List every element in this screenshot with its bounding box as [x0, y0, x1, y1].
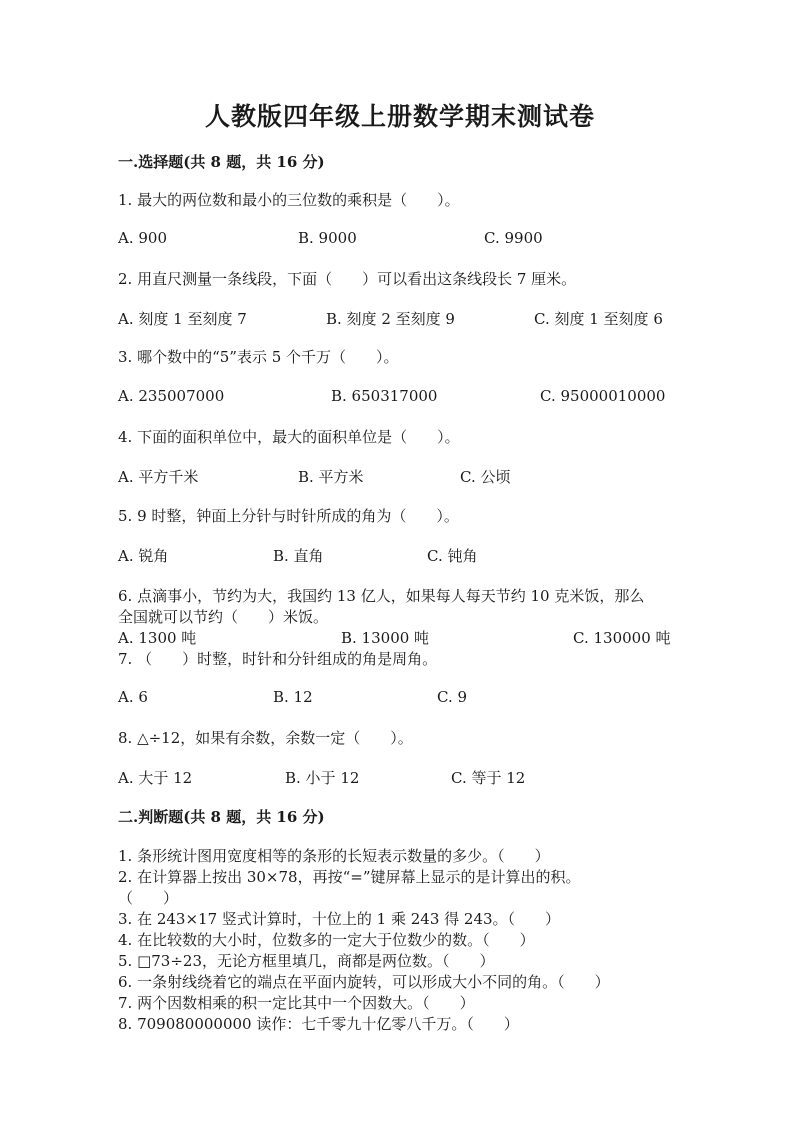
q5-option-a: A. 锐角 [118, 547, 169, 565]
judgment-item-6: 6. 一条射线绕着它的端点在平面内旋转，可以形成大小不同的角。（ ） [118, 973, 610, 991]
q2-option-a: A. 刻度 1 至刻度 7 [118, 310, 247, 328]
question-5: 5. 9 时整，钟面上分针与时针所成的角为（ ）。 [118, 507, 459, 525]
q6-option-c: C. 130000 吨 [573, 629, 671, 647]
question-6: 6. 点滴事小，节约为大，我国约 13 亿人，如果每人每天节约 10 克米饭，那么 [118, 587, 645, 605]
q4-option-a: A. 平方千米 [118, 468, 199, 486]
judgment-item-1: 1. 条形统计图用宽度相等的条形的长短表示数量的多少。（ ） [118, 847, 550, 865]
q4-option-c: C. 公顷 [460, 468, 511, 486]
judgment-item-7: 7. 两个因数相乘的积一定比其中一个因数大。（ ） [118, 994, 475, 1012]
judgment-item-2-bracket: （ ） [118, 889, 179, 907]
q1-option-b: B. 9000 [298, 229, 357, 247]
q3-option-b: B. 650317000 [331, 387, 438, 405]
section-heading-choice: 一.选择题(共 8 题，共 16 分) [118, 153, 325, 171]
q8-option-a: A. 大于 12 [118, 769, 193, 787]
question-4: 4. 下面的面积单位中，最大的面积单位是（ ）。 [118, 428, 460, 446]
q5-option-b: B. 直角 [273, 547, 324, 565]
q4-option-b: B. 平方米 [298, 468, 364, 486]
judgment-item-8: 8. 709080000000 读作：七千零九十亿零八千万。（ ） [118, 1015, 519, 1033]
q7-option-c: C. 9 [437, 688, 468, 706]
q8-option-b: B. 小于 12 [285, 769, 360, 787]
q5-option-c: C. 钝角 [427, 547, 478, 565]
question-6-line-2: 全国就可以节约（ ）米饭。 [118, 608, 329, 626]
question-8: 8. △÷12，如果有余数，余数一定（ ）。 [118, 729, 413, 747]
question-1: 1. 最大的两位数和最小的三位数的乘积是（ ）。 [118, 191, 460, 209]
q3-option-c: C. 95000010000 [540, 387, 666, 405]
q1-option-a: A. 900 [118, 229, 167, 247]
q6-option-a: A. 1300 吨 [118, 629, 197, 647]
q2-option-c: C. 刻度 1 至刻度 6 [534, 310, 663, 328]
judgment-item-2: 2. 在计算器上按出 30×78，再按“=”键屏幕上显示的是计算出的积。 [118, 868, 581, 886]
section-heading-judgment: 二.判断题(共 8 题，共 16 分) [118, 808, 325, 826]
question-3: 3. 哪个数中的“5”表示 5 个千万（ ）。 [118, 348, 399, 366]
q1-option-c: C. 9900 [484, 229, 543, 247]
q7-option-a: A. 6 [118, 688, 148, 706]
q7-option-b: B. 12 [273, 688, 313, 706]
judgment-item-5: 5. □73÷23，无论方框里填几，商都是两位数。（ ） [118, 952, 495, 970]
page-title: 人教版四年级上册数学期末测试卷 [204, 102, 595, 131]
q6-option-b: B. 13000 吨 [341, 629, 430, 647]
judgment-item-4: 4. 在比较数的大小时，位数多的一定大于位数少的数。（ ） [118, 931, 535, 949]
q2-option-b: B. 刻度 2 至刻度 9 [326, 310, 455, 328]
q3-option-a: A. 235007000 [118, 387, 225, 405]
judgment-item-3: 3. 在 243×17 竖式计算时，十位上的 1 乘 243 得 243。（ ） [118, 910, 561, 928]
question-7: 7. （ ）时整，时针和分针组成的角是周角。 [118, 650, 438, 668]
question-2: 2. 用直尺测量一条线段，下面（ ）可以看出这条线段长 7 厘米。 [118, 270, 577, 288]
q8-option-c: C. 等于 12 [451, 769, 526, 787]
